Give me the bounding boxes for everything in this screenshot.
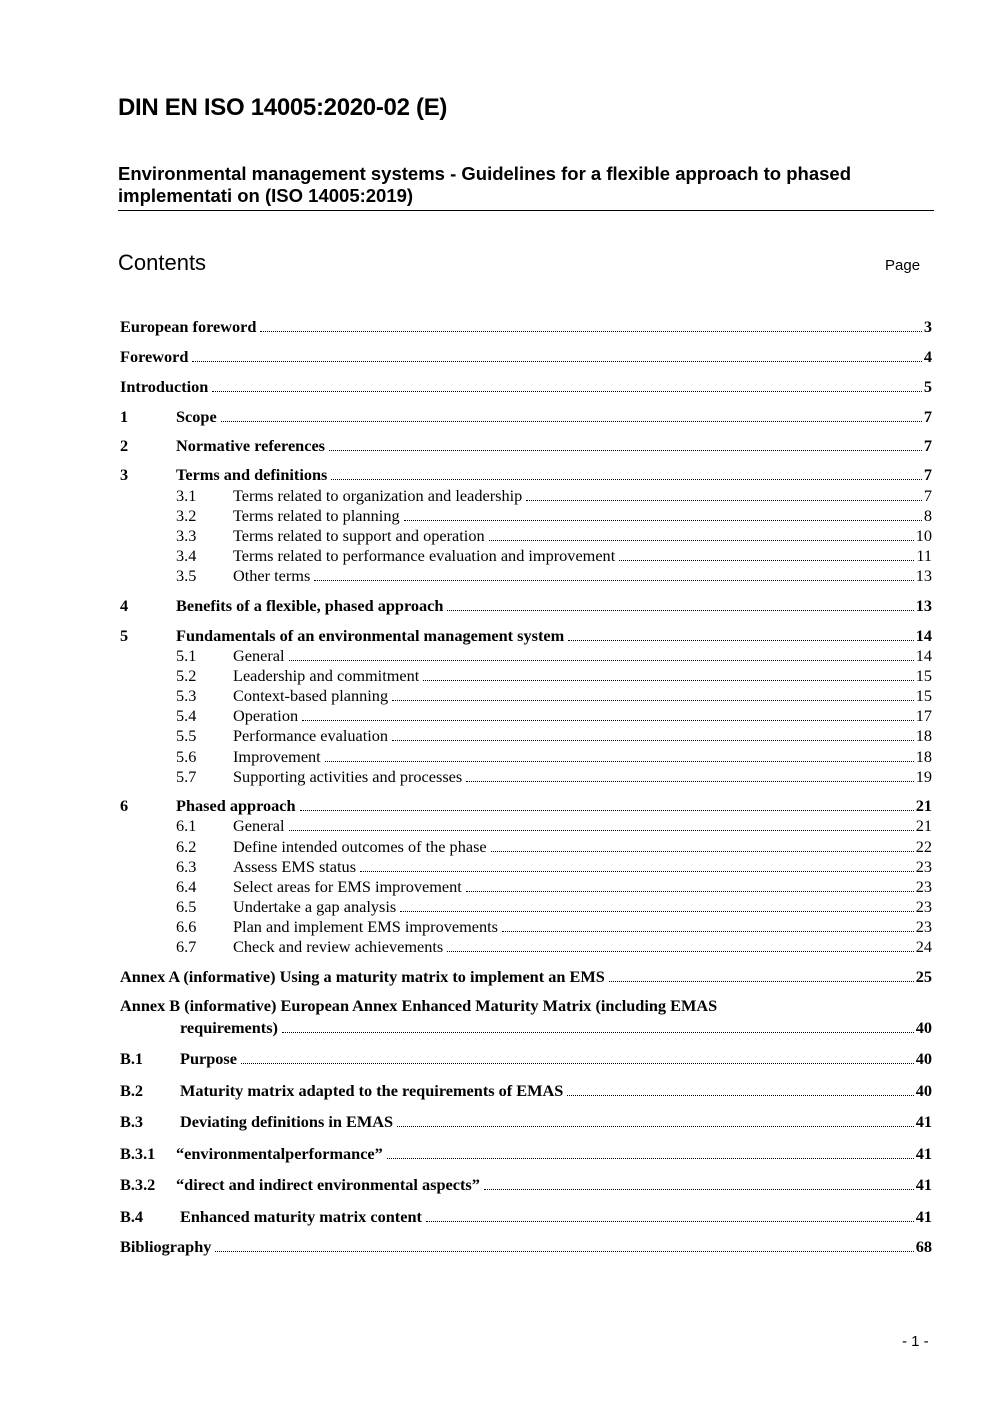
toc-subentry[interactable]: 6.7 Check and review achievements 24 bbox=[176, 937, 932, 956]
page-column-heading: Page bbox=[885, 257, 921, 274]
toc-entry[interactable]: B.3 Deviating definitions in EMAS 41 bbox=[120, 1112, 932, 1131]
toc-subentry[interactable]: 5.4 Operation 17 bbox=[176, 706, 932, 725]
toc-entry-annex-a[interactable]: Annex A (informative) Using a maturity matrix to implement an EMS 25 bbox=[120, 967, 932, 986]
toc-entry[interactable]: 3 Terms and definitions 7 bbox=[120, 465, 932, 484]
toc-subentry[interactable]: 5.7 Supporting activities and processes 19 bbox=[176, 767, 932, 786]
contents-heading: Contents bbox=[118, 250, 207, 275]
toc-entry[interactable]: 5 Fundamentals of an environmental management system 14 bbox=[120, 626, 932, 645]
toc-entry[interactable]: 4 Benefits of a flexible, phased approach 13 bbox=[120, 596, 932, 615]
toc-entry[interactable]: 1 Scope 7 bbox=[120, 407, 932, 426]
toc-subentry[interactable]: 5.6 Improvement 18 bbox=[176, 747, 932, 766]
toc-subentry[interactable]: 3.2 Terms related to planning 8 bbox=[176, 506, 932, 525]
document-title: DIN EN ISO 14005:2020-02 (E) bbox=[118, 94, 448, 121]
toc-entry[interactable]: B.3.1 “environmentalperformance” 41 bbox=[120, 1144, 932, 1163]
document-subtitle bbox=[118, 163, 934, 207]
toc-subentry[interactable]: 5.1 General 14 bbox=[176, 646, 932, 665]
toc-entry[interactable]: European foreword 3 bbox=[120, 317, 932, 336]
toc-entry[interactable]: B.4 Enhanced maturity matrix content 41 bbox=[120, 1207, 932, 1226]
title-rule bbox=[118, 210, 934, 211]
toc-entry[interactable]: B.2 Maturity matrix adapted to the requirements of EMAS 40 bbox=[120, 1081, 932, 1100]
toc-subentry[interactable]: 3.5 Other terms 13 bbox=[176, 566, 932, 585]
subtitle-line-1: Environmental management systems - Guidelines for a flexible approach to phased bbox=[118, 163, 851, 184]
page-number: - 1 - bbox=[902, 1333, 929, 1350]
toc-subentry[interactable]: 6.5 Undertake a gap analysis 23 bbox=[176, 897, 932, 916]
toc-subentry[interactable]: 3.4 Terms related to performance evaluation and improvement 11 bbox=[176, 546, 932, 565]
toc-subentry[interactable]: 6.2 Define intended outcomes of the phase 22 bbox=[176, 837, 932, 856]
toc-entry[interactable]: B.1 Purpose 40 bbox=[120, 1049, 932, 1068]
toc-subentry[interactable]: 3.3 Terms related to support and operation 10 bbox=[176, 526, 932, 545]
toc-entry-annex-b-line-2[interactable]: requirements) 40 bbox=[180, 1018, 932, 1037]
toc-subentry[interactable]: 5.5 Performance evaluation 18 bbox=[176, 726, 932, 745]
toc-entry[interactable]: Foreword 4 bbox=[120, 347, 932, 366]
toc-entry[interactable]: Introduction 5 bbox=[120, 377, 932, 396]
toc-subentry[interactable]: 6.4 Select areas for EMS improvement 23 bbox=[176, 877, 932, 896]
toc-entry-annex-b-line-1[interactable]: Annex B (informative) European Annex Enhanced Maturity Matrix (including EMAS bbox=[120, 996, 718, 1015]
toc-entry[interactable]: B.3.2 “direct and indirect environmental aspects” 41 bbox=[120, 1175, 932, 1194]
toc-subentry[interactable]: 3.1 Terms related to organization and leadership 7 bbox=[176, 486, 932, 505]
toc-entry[interactable]: 2 Normative references 7 bbox=[120, 436, 932, 455]
toc-subentry[interactable]: 5.2 Leadership and commitment 15 bbox=[176, 666, 932, 685]
toc-subentry[interactable]: 5.3 Context-based planning 15 bbox=[176, 686, 932, 705]
toc-subentry[interactable]: 6.1 General 21 bbox=[176, 816, 932, 835]
subtitle-line-2: implementati on (ISO 14005:2019) bbox=[118, 185, 414, 206]
toc-entry[interactable]: 6 Phased approach 21 bbox=[120, 796, 932, 815]
toc-entry-bibliography[interactable]: Bibliography 68 bbox=[120, 1237, 932, 1256]
toc-subentry[interactable]: 6.6 Plan and implement EMS improvements 23 bbox=[176, 917, 932, 936]
toc-subentry[interactable]: 6.3 Assess EMS status 23 bbox=[176, 857, 932, 876]
